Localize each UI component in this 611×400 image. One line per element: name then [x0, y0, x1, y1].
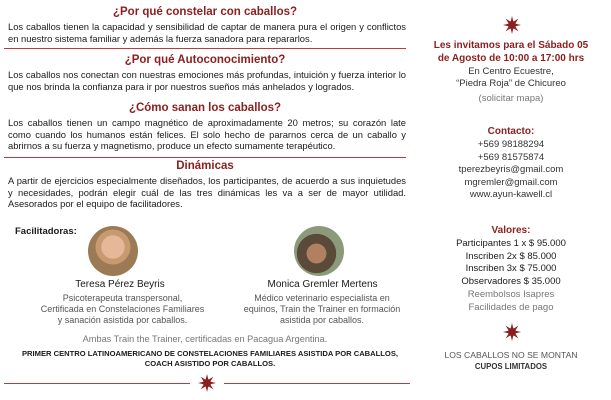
dynamics-text: A partir de ejercicios especialmente diseñados, los participantes, de acuerdo a sus inquietudes y necesidades, podrán elegir cuál de las tres dinámicas les va a ser de mayor utilidad. Asesorados por el equipo de facilitadores.: [8, 175, 406, 210]
teresa-avatar: [88, 226, 138, 276]
email-1[interactable]: tperezbeyris@gmail.com: [458, 164, 564, 175]
invite-place: En Centro Ecuestre, “Piedra Roja” de Chicureo: [456, 66, 566, 89]
divider: [4, 383, 190, 384]
dynamics-title: Dinámicas: [176, 160, 234, 172]
contact-title: Contacto:: [487, 126, 535, 137]
why-text: Los caballos tienen la capacidad y sensibilidad de captar de manera pura el origen y conflictos en nuestro sistema familiar y además la fuerza sanadora para repararlos.: [8, 21, 406, 44]
limited-spots: CUPOS LIMITADOS: [474, 362, 548, 371]
teresa-name: Teresa Pérez Beyris: [75, 279, 165, 290]
monica-avatar: [294, 226, 344, 276]
email-2[interactable]: mgremler@gmail.com: [464, 176, 558, 188]
divider: [4, 48, 406, 49]
phone-1: +569 98188294: [477, 139, 545, 150]
divider: [224, 383, 410, 384]
sun-ornament-icon: [503, 323, 521, 341]
website-link[interactable]: www.ayun-kawell.cl: [469, 189, 553, 200]
map-request: (solicitar mapa): [478, 93, 544, 104]
contact-list: [420, 139, 602, 202]
phone-2: +569 81575874: [477, 151, 545, 163]
monica-bio: Médico veterinario especialista en equinos, Train the Trainer en formación asistida por caballos.: [243, 293, 401, 325]
self-knowledge-text: Los caballos nos conectan con nuestras emociones más profundas, intuición y fuerza interior lo que nos brinda la confianza para ir por nuestros sueños más anhelados y logrados.: [8, 69, 406, 92]
teresa-bio: Psicoterapeuta transpersonal, Certificada en Constelaciones Familiares y sanación asistida por caballos.: [40, 293, 205, 325]
self-knowledge-title: ¿Por qué Autoconocimiento?: [124, 54, 286, 66]
no-ride-note: LOS CABALLOS NO SE MONTAN: [444, 350, 578, 360]
how-heal-title: ¿Cómo sanan los caballos?: [128, 102, 282, 114]
divider: [4, 157, 406, 158]
sun-ornament-icon: [503, 16, 521, 34]
facilitators-label: Facilitadoras:: [15, 226, 77, 237]
monica-name: Monica Gremler Mertens: [267, 279, 378, 290]
banner: PRIMER CENTRO LATINOAMERICANO DE CONSTELACIONES FAMILIARES ASISTIDA POR CABALLOS, COACH ASISTIDO POR CABALLOS.: [21, 349, 399, 368]
why-title: ¿Por qué constelar con caballos?: [112, 6, 298, 18]
sun-ornament-icon: [198, 374, 216, 392]
prices-title: Valores:: [491, 225, 531, 236]
how-heal-text: Los caballos tienen un campo magnético de aproximadamente 20 metros; su corazón late como cuando los humanos están felices. El solo hecho de pararnos cerca de un caballo y abrirnos a su fuerza y magnetismo, produce un efecto sumamente terapéutico.: [8, 117, 406, 152]
both-note: Ambas Train the Trainer, certificadas en Pacagua Argentina.: [82, 334, 328, 344]
invite-headline: Les invitamos para el Sábado 05 de Agosto de 10:00 a 17:00 hrs: [433, 40, 589, 64]
prices-list: Participantes 1 x $ 95.000 Inscriben 2x $ 85.000 Inscriben 3x $ 75.000 Observadores $ 35.000: [456, 238, 566, 287]
price-notes: Reembolsos Isapres Facilidades de pago: [467, 289, 555, 313]
